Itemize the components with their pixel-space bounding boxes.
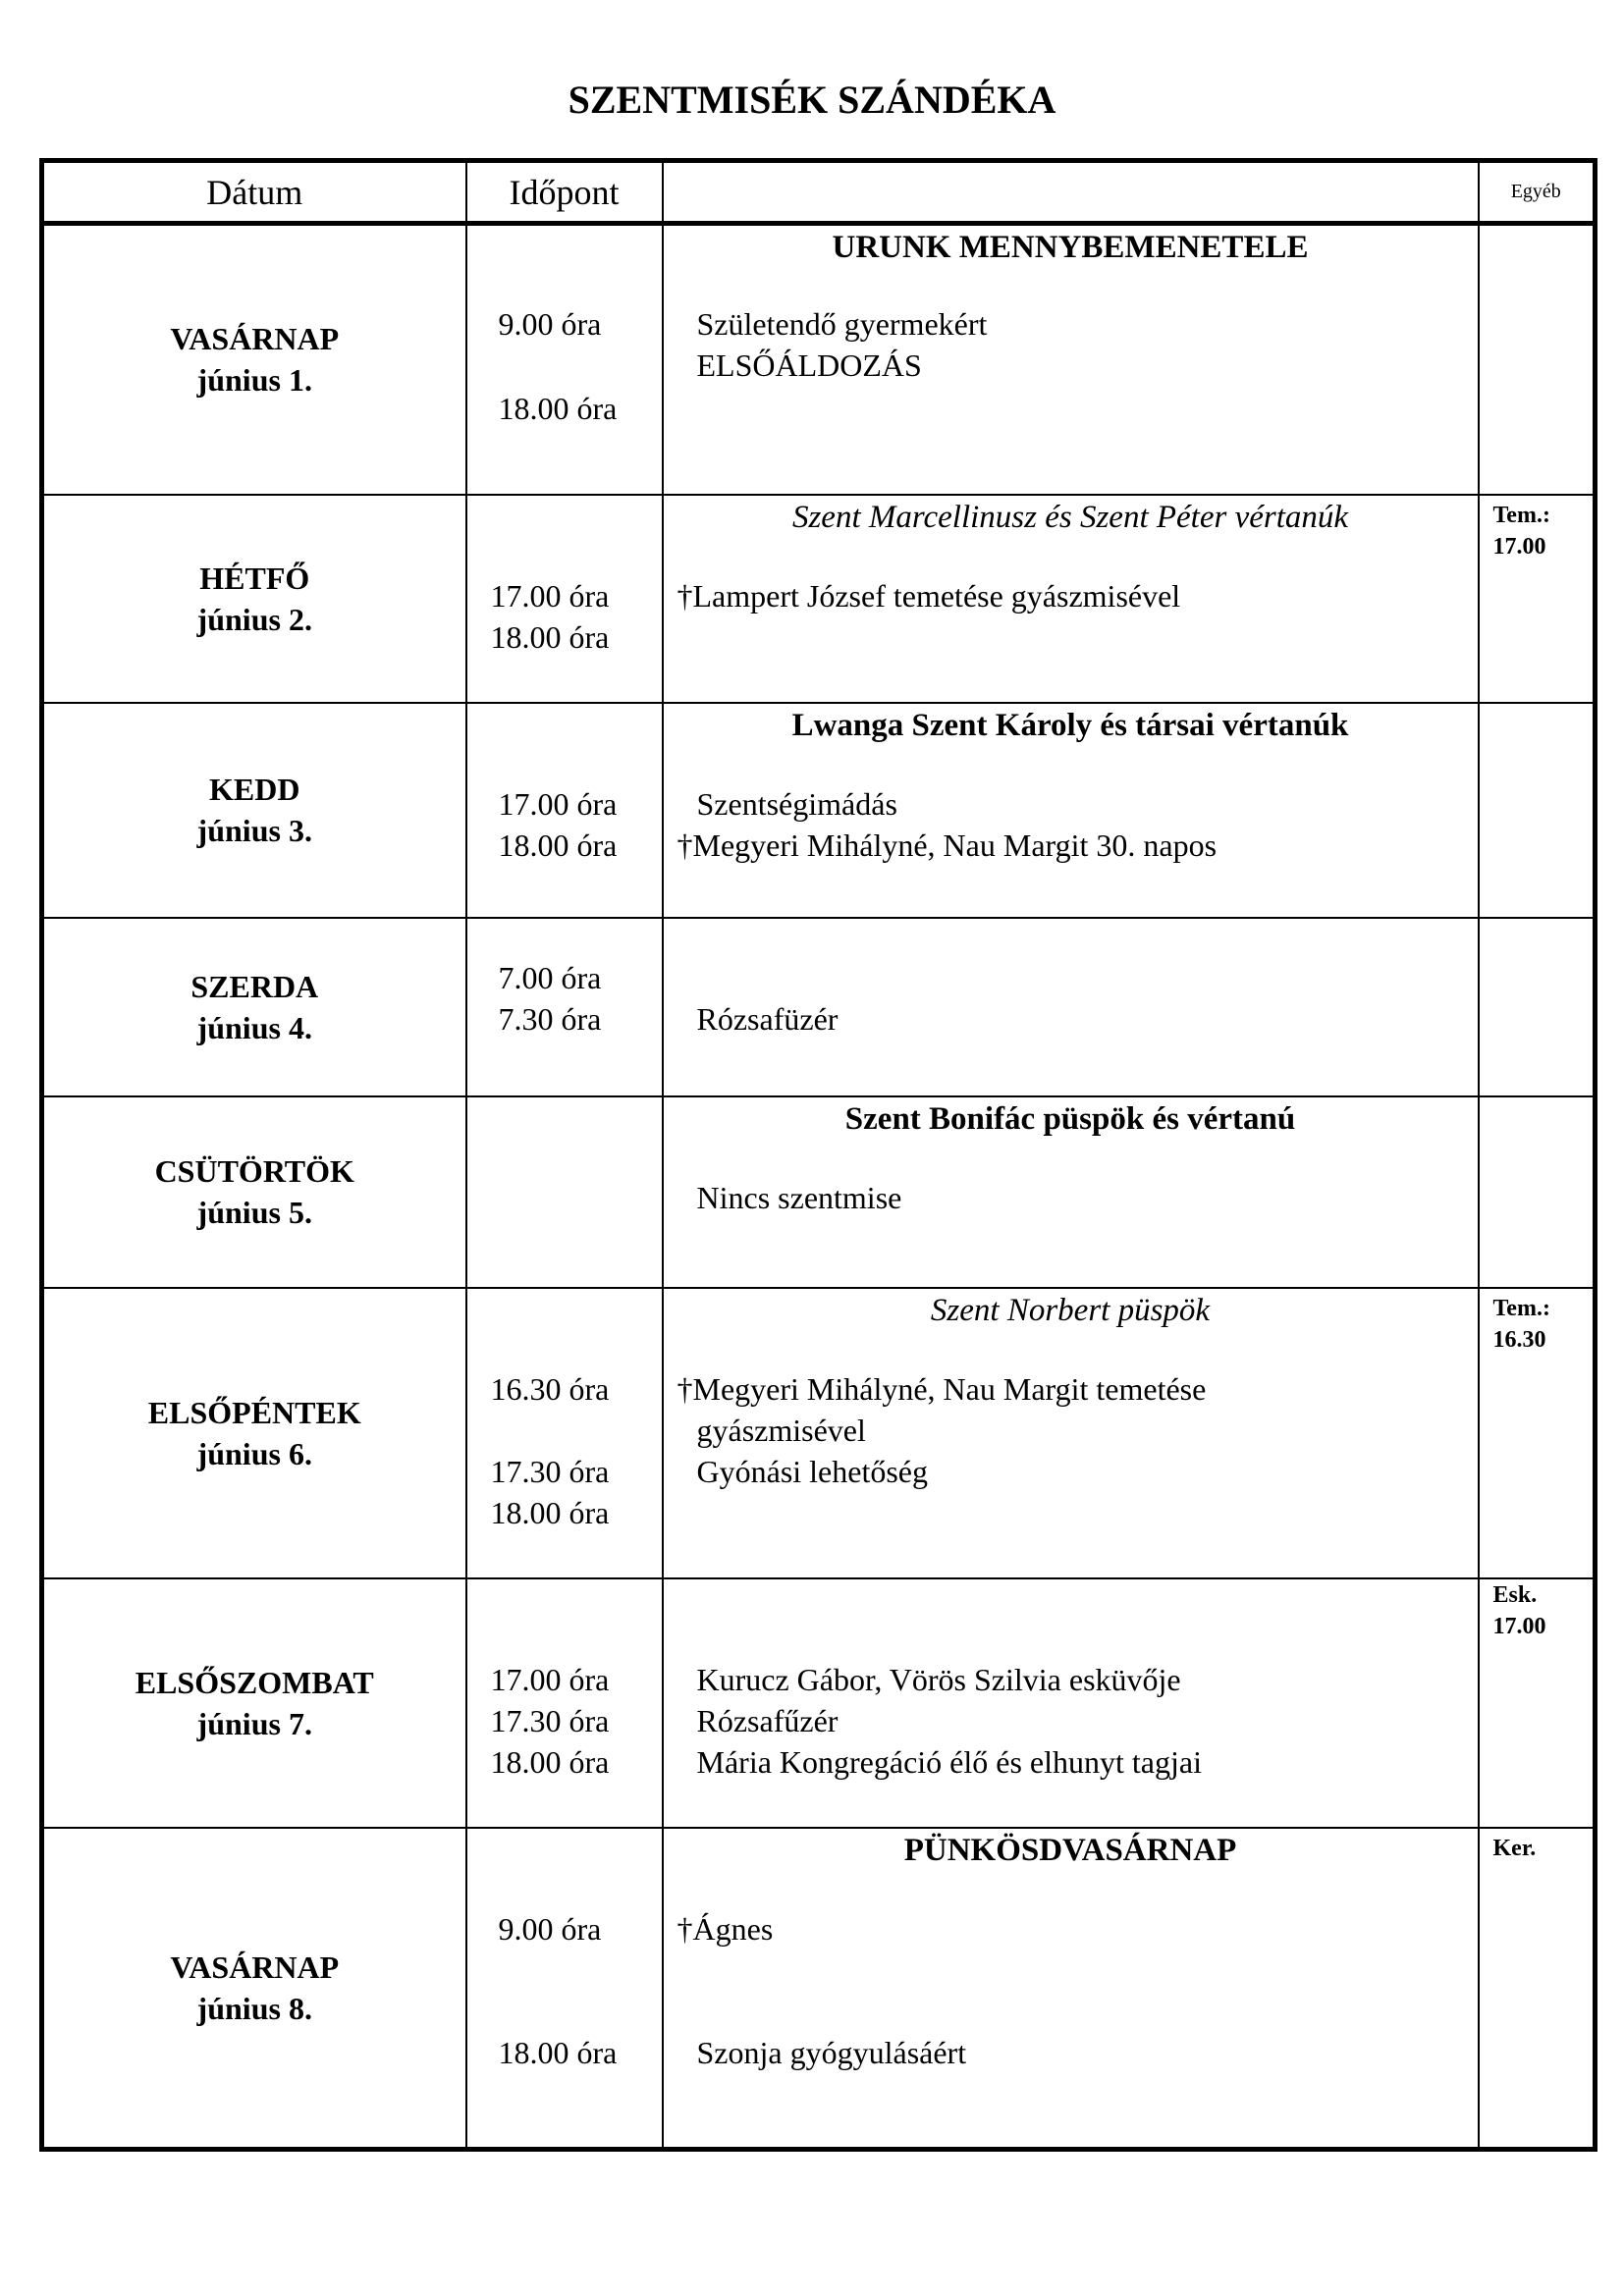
- time-cell: [466, 224, 663, 495]
- date-cell: [42, 495, 466, 703]
- day-name: VASÁRNAP: [170, 1949, 340, 1985]
- other-cell: [1479, 918, 1596, 1096]
- other-cell: [1479, 1096, 1596, 1288]
- time-cell: [466, 495, 663, 703]
- mass-time: 9.00 óra: [498, 1910, 602, 1947]
- table-row: [42, 703, 1596, 918]
- feast-title: URUNK MENNYBEMENETELE: [832, 230, 1309, 265]
- other-cell: [1479, 1288, 1596, 1578]
- day-date: június 3.: [196, 813, 312, 848]
- table-row: [42, 1828, 1596, 2150]
- table-row: [42, 224, 1596, 495]
- day-name: ELSŐPÉNTEK: [147, 1394, 361, 1430]
- other-cell: [1479, 1578, 1596, 1828]
- header-other: Egyéb: [1479, 161, 1596, 224]
- other-note: Ker.: [1492, 1835, 1537, 1861]
- mass-time: 17.30 óra: [490, 1453, 610, 1489]
- feast-title: Lwanga Szent Károly és társai vértanúk: [791, 707, 1349, 743]
- mass-intention: Szonja gyógyulásáért: [696, 2034, 967, 2070]
- mass-intention: †Megyeri Mihályné, Nau Margit temetése: [677, 1370, 1207, 1407]
- mass-time: 17.30 óra: [490, 1702, 610, 1738]
- mass-intention: Születendő gyermekért: [696, 306, 988, 342]
- header-intention: [663, 161, 1479, 224]
- intention-cell: [663, 495, 1479, 703]
- feast-title: Szent Bonifác püspök és vértanú: [844, 1100, 1296, 1137]
- mass-intention: Mária Kongregáció élő és elhunyt tagjai: [696, 1743, 1202, 1780]
- mass-time: 17.00 óra: [490, 1661, 610, 1697]
- mass-time: 18.00 óra: [490, 1494, 610, 1530]
- intention-cell: [663, 703, 1479, 918]
- mass-time: 7.30 óra: [498, 1000, 602, 1037]
- page-title: SZENTMISÉK SZÁNDÉKA: [568, 78, 1056, 122]
- header-date: Dátum: [42, 161, 466, 224]
- schedule-table: [39, 158, 1597, 2152]
- mass-time: 7.00 óra: [498, 959, 602, 995]
- time-cell: [466, 703, 663, 918]
- mass-intention: †Lampert József temetése gyászmisével: [677, 577, 1181, 614]
- date-cell: [42, 1828, 466, 2150]
- other-note: Esk. 17.00: [1492, 1581, 1546, 1639]
- time-cell: [466, 1288, 663, 1578]
- day-date: június 4.: [196, 1009, 312, 1045]
- date-cell: [42, 1096, 466, 1288]
- intention-cell: [663, 1288, 1479, 1578]
- intention-cell: [663, 1828, 1479, 2150]
- header-time: Időpont: [466, 161, 663, 224]
- feast-title: PÜNKÖSDVASÁRNAP: [903, 1832, 1237, 1868]
- date-cell: [42, 918, 466, 1096]
- table-row: [42, 1578, 1596, 1828]
- date-cell: [42, 224, 466, 495]
- day-name: CSÜTÖRTÖK: [154, 1153, 354, 1189]
- other-cell: [1479, 224, 1596, 495]
- day-name: ELSŐSZOMBAT: [135, 1664, 374, 1700]
- mass-intention: Kurucz Gábor, Vörös Szilvia esküvője: [696, 1661, 1181, 1697]
- table-row: [42, 495, 1596, 703]
- other-cell: [1479, 703, 1596, 918]
- mass-time: 18.00 óra: [498, 827, 618, 863]
- mass-time: 16.30 óra: [490, 1370, 610, 1407]
- time-cell: [466, 1578, 663, 1828]
- intention-cell: [663, 1096, 1479, 1288]
- other-note: Tem.: 17.00: [1492, 502, 1550, 560]
- mass-time: 18.00 óra: [490, 1743, 610, 1780]
- other-cell: [1479, 1828, 1596, 2150]
- mass-intention: †Ágnes: [677, 1910, 774, 1947]
- day-name: HÉTFŐ: [199, 560, 310, 596]
- mass-intention: Rózsafűzér: [696, 1702, 839, 1738]
- day-name: KEDD: [209, 772, 300, 807]
- day-name: SZERDA: [190, 968, 319, 1004]
- intention-cell: [663, 1578, 1479, 1828]
- mass-intention: Nincs szentmise: [696, 1179, 902, 1215]
- mass-time: 18.00 óra: [498, 2034, 618, 2070]
- intention-cell: [663, 224, 1479, 495]
- day-date: június 8.: [196, 1990, 312, 2026]
- mass-intention: Rózsafüzér: [696, 1000, 839, 1037]
- mass-time: 9.00 óra: [498, 306, 602, 342]
- table-row: [42, 918, 1596, 1096]
- feast-title: Szent Norbert püspök: [930, 1292, 1211, 1328]
- time-cell: [466, 1096, 663, 1288]
- intention-cell: [663, 918, 1479, 1096]
- date-cell: [42, 1288, 466, 1578]
- other-note: Tem.: 16.30: [1492, 1295, 1550, 1353]
- time-cell: [466, 1828, 663, 2150]
- table-row: [42, 1096, 1596, 1288]
- header-row: [42, 161, 1596, 224]
- day-date: június 2.: [196, 601, 312, 637]
- day-date: június 5.: [196, 1195, 312, 1230]
- date-cell: [42, 703, 466, 918]
- feast-title: Szent Marcellinusz és Szent Péter vértanúk: [791, 499, 1349, 535]
- mass-intention: gyászmisével: [696, 1412, 866, 1448]
- table-row: [42, 1288, 1596, 1578]
- day-date: június 1.: [196, 362, 312, 399]
- other-cell: [1479, 495, 1596, 703]
- date-cell: [42, 1578, 466, 1828]
- mass-time: 18.00 óra: [498, 391, 618, 426]
- mass-time: 17.00 óra: [490, 577, 610, 614]
- day-date: június 7.: [196, 1705, 312, 1741]
- mass-intention: Szentségimádás: [696, 785, 897, 822]
- time-cell: [466, 918, 663, 1096]
- day-name: VASÁRNAP: [170, 321, 340, 357]
- mass-time: 17.00 óra: [498, 785, 618, 822]
- mass-intention: ELSŐÁLDOZÁS: [696, 347, 922, 383]
- day-date: június 6.: [196, 1435, 312, 1471]
- mass-time: 18.00 óra: [490, 618, 610, 655]
- mass-intention: †Megyeri Mihályné, Nau Margit 30. napos: [677, 827, 1218, 863]
- mass-intention: Gyónási lehetőség: [696, 1453, 928, 1489]
